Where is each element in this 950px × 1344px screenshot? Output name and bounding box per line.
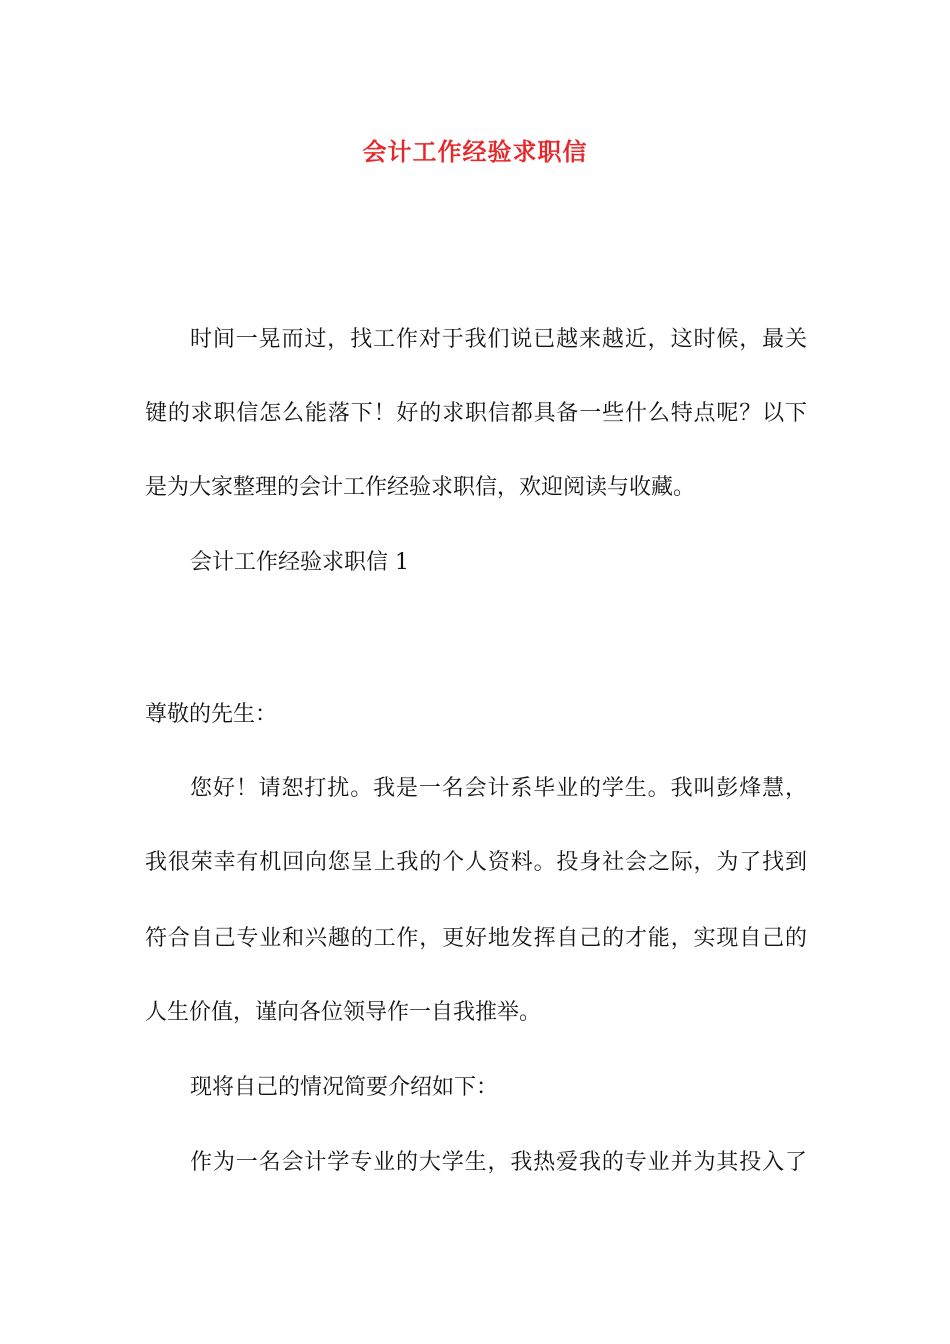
paragraph-line: 键的求职信怎么能落下！好的求职信都具备一些什么特点呢？以下: [145, 401, 807, 426]
paragraph-line: 是为大家整理的会计工作经验求职信，欢迎阅读与收藏。: [145, 475, 696, 500]
paragraph-line: 我很荣幸有机回向您呈上我的个人资料。投身社会之际，为了找到: [145, 850, 807, 875]
paragraph-line: 作为一名会计学专业的大学生，我热爱我的专业并为其投入了: [190, 1150, 807, 1175]
paragraph-line: 您好！请恕打扰。我是一名会计系毕业的学生。我叫彭烽慧，: [190, 776, 807, 801]
paragraph-line: 人生价值，谨向各位领导作一自我推举。: [145, 1000, 542, 1025]
paragraph-line: 符合自己专业和兴趣的工作，更好地发挥自己的才能，实现自己的: [145, 926, 807, 951]
salutation: 尊敬的先生：: [145, 702, 278, 727]
paragraph-line: 时间一晃而过，找工作对于我们说已越来越近，这时候，最关: [190, 327, 807, 352]
paragraph-line: 现将自己的情况简要介绍如下：: [190, 1075, 499, 1100]
section-heading: 会计工作经验求职信 1: [190, 550, 409, 575]
document-title: 会计工作经验求职信: [362, 137, 588, 166]
